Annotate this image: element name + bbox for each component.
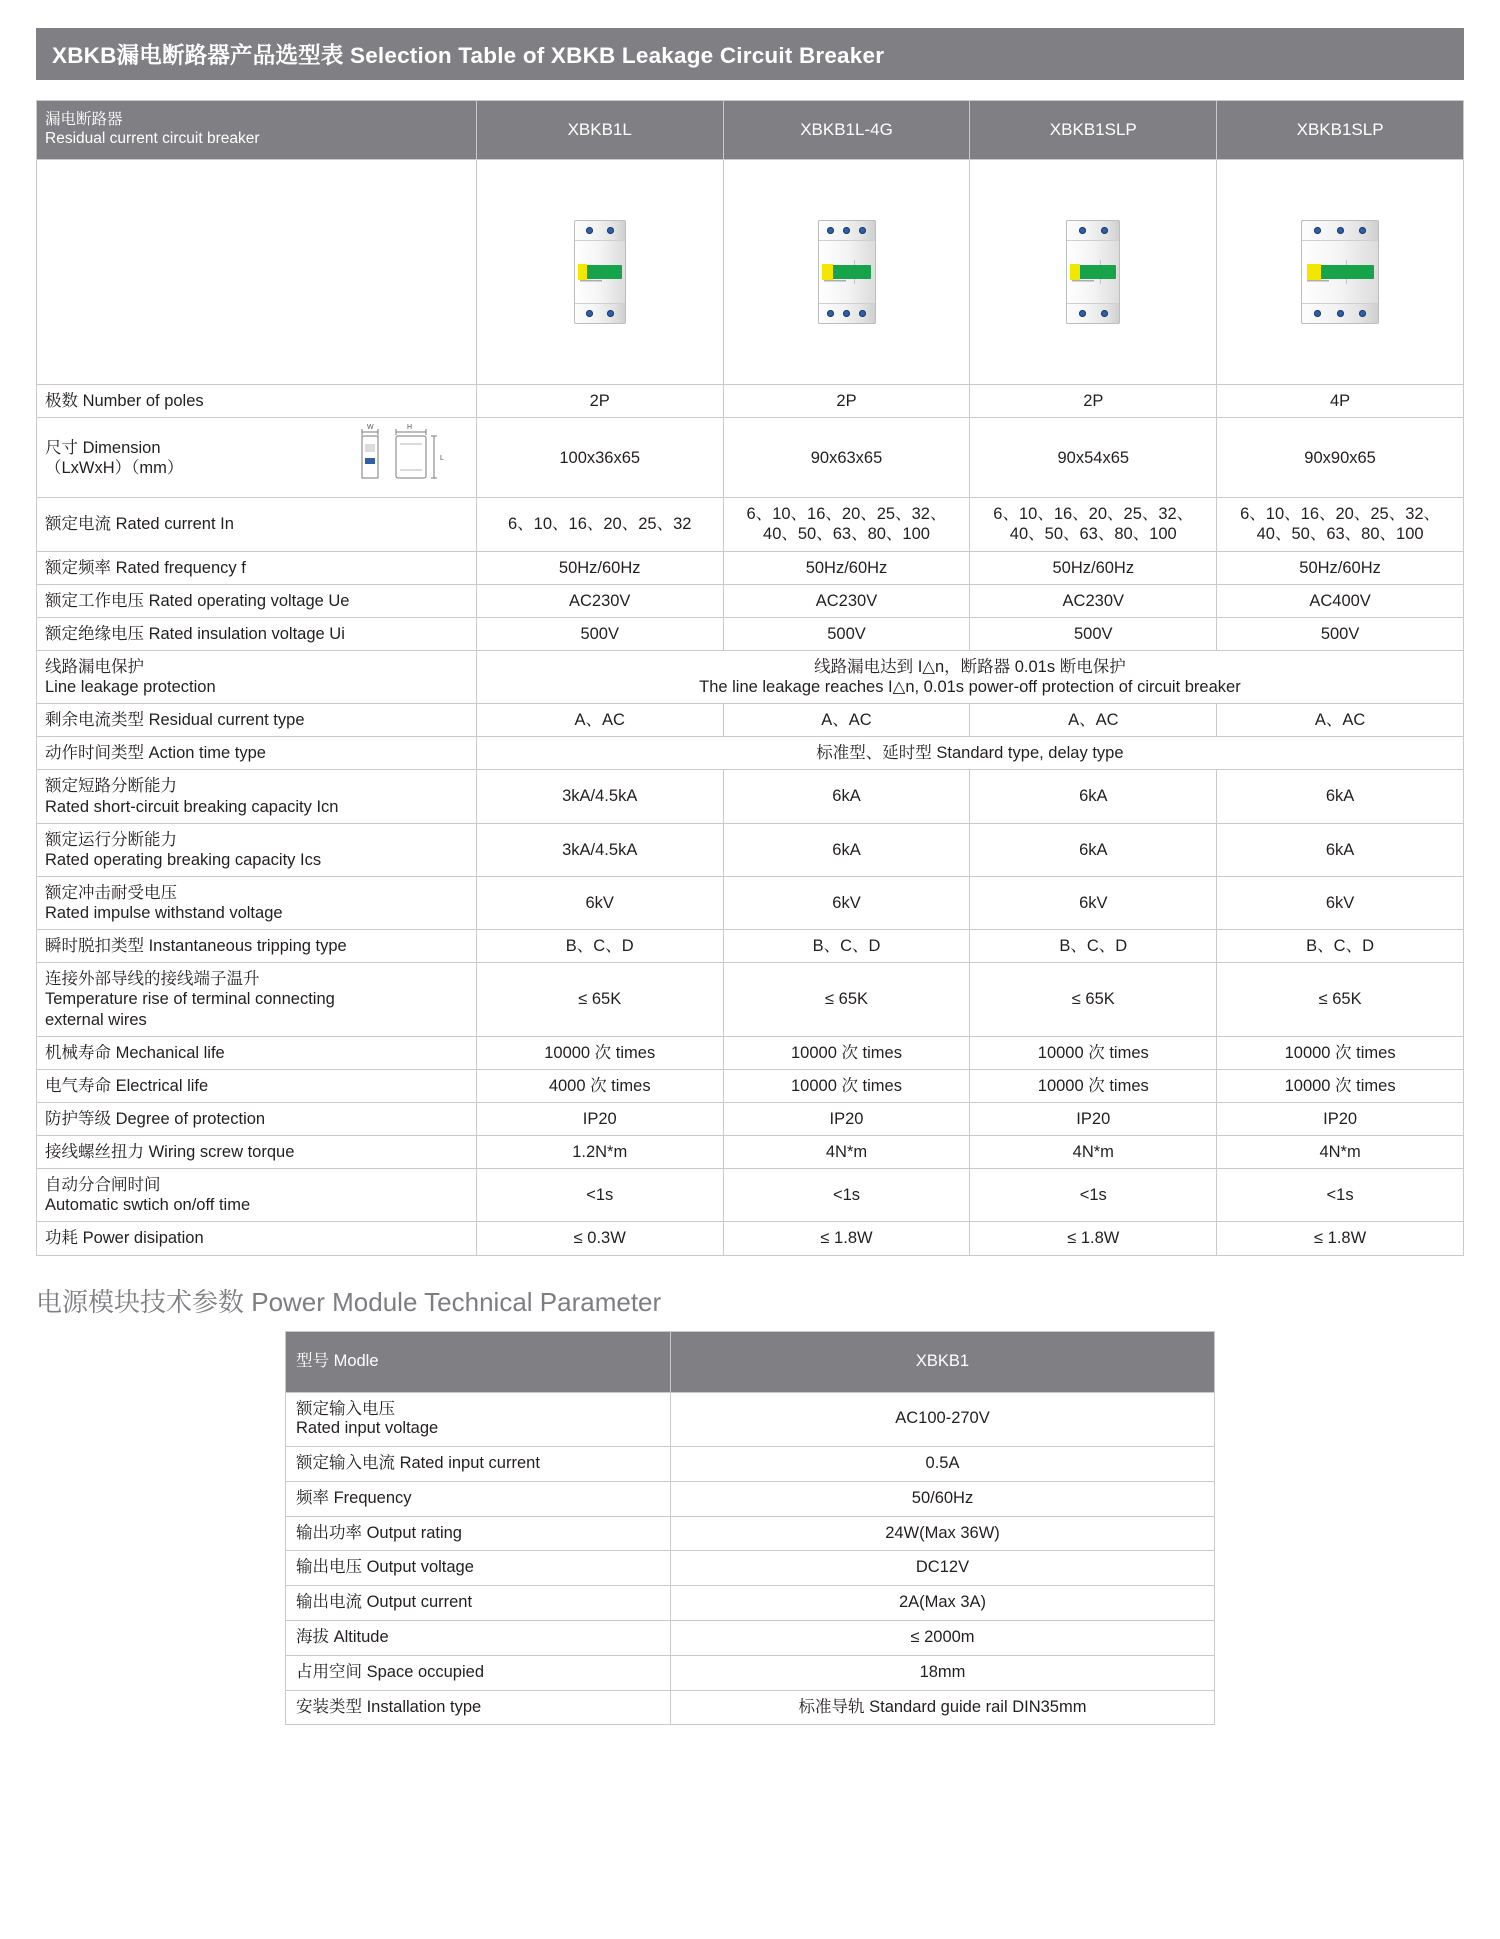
cell-operating-voltage-4: AC400V <box>1217 584 1464 617</box>
page-title: XBKB漏电断路器产品选型表 Selection Table of XBKB Leakage Circuit Breaker <box>36 28 1464 80</box>
cell-temperature-rise-3: ≤ 65K <box>970 963 1217 1036</box>
row-label-impulse-voltage <box>37 876 477 929</box>
row-label-line-leakage-en: Line leakage protection <box>45 678 216 696</box>
table-row <box>37 418 1464 498</box>
pm-key-altitude: 海拔 Altitude <box>286 1621 671 1656</box>
row-label-mechanical-life: 机械寿命 Mechanical life <box>37 1036 477 1069</box>
dimension-diagram-icon <box>356 424 468 491</box>
row-label-auto-switch-time-cn: 自动分合闸时间 <box>45 1176 161 1195</box>
row-label-protection-degree: 防护等级 Degree of protection <box>37 1102 477 1135</box>
cell-tripping-type-3: B、C、D <box>970 930 1217 963</box>
table-row <box>37 823 1464 876</box>
cell-dimension-4: 90x90x65 <box>1217 418 1464 498</box>
pm-value-input-current: 0.5A <box>671 1447 1215 1482</box>
cell-power-dissipation-1: ≤ 0.3W <box>476 1222 723 1255</box>
table-row <box>37 650 1464 703</box>
cell-line-leakage-cn: 线路漏电达到 I△n，断路器 0.01s 断电保护 <box>814 657 1126 676</box>
cell-temperature-rise-4: ≤ 65K <box>1217 963 1464 1036</box>
cell-action-time-type-span: 标准型、延时型 Standard type, delay type <box>476 737 1463 770</box>
cell-screw-torque-4: 4N*m <box>1217 1136 1464 1169</box>
cell-temperature-rise-2: ≤ 65K <box>723 963 970 1036</box>
pm-value-frequency: 50/60Hz <box>671 1481 1215 1516</box>
cell-mechanical-life-1: 10000 次 times <box>476 1036 723 1069</box>
pm-row <box>286 1481 1215 1516</box>
cell-protection-degree-1: IP20 <box>476 1102 723 1135</box>
cell-mechanical-life-4: 10000 次 times <box>1217 1036 1464 1069</box>
cell-rated-frequency-2: 50Hz/60Hz <box>723 551 970 584</box>
row-label-icn <box>37 770 477 823</box>
cell-residual-current-type-4: A、AC <box>1217 704 1464 737</box>
cell-poles-4: 4P <box>1217 385 1464 418</box>
cell-icn-4: 6kA <box>1217 770 1464 823</box>
row-label-temperature-rise-en: Temperature rise of terminal connecting <box>45 990 335 1009</box>
cell-poles-2: 2P <box>723 385 970 418</box>
pm-header-value: XBKB1 <box>671 1331 1215 1392</box>
table-row <box>37 930 1464 963</box>
cell-electrical-life-2: 10000 次 times <box>723 1069 970 1102</box>
cell-operating-voltage-1: AC230V <box>476 584 723 617</box>
row-label-dimension-cn: 尺寸 Dimension <box>45 438 161 457</box>
row-label-auto-switch-time-en: Automatic swtich on/off time <box>45 1196 251 1215</box>
table-row <box>37 770 1464 823</box>
cell-ics-2: 6kA <box>723 823 970 876</box>
cell-rated-current-4: 6、10、16、20、25、32、40、50、63、80、100 <box>1217 498 1464 551</box>
table-row <box>37 1036 1464 1069</box>
pm-row <box>286 1392 1215 1447</box>
pm-row <box>286 1516 1215 1551</box>
pm-row <box>286 1621 1215 1656</box>
svg-text:H: H <box>406 424 412 432</box>
breaker-image-xbkb1l-4g <box>818 220 876 324</box>
header-label-cn: 漏电断路器 <box>45 111 123 129</box>
pm-key-output-current: 输出电流 Output current <box>286 1586 671 1621</box>
pm-row <box>286 1551 1215 1586</box>
pm-key-installation-type: 安装类型 Installation type <box>286 1690 671 1725</box>
pm-row <box>286 1655 1215 1690</box>
cell-electrical-life-3: 10000 次 times <box>970 1069 1217 1102</box>
cell-screw-torque-1: 1.2N*m <box>476 1136 723 1169</box>
table-row <box>37 385 1464 418</box>
row-label-rated-current: 额定电流 Rated current In <box>37 498 477 551</box>
cell-insulation-voltage-2: 500V <box>723 617 970 650</box>
selection-table <box>36 100 1464 1256</box>
table-row <box>37 498 1464 551</box>
cell-rated-current-3: 6、10、16、20、25、32、40、50、63、80、100 <box>970 498 1217 551</box>
pm-key-space-occupied: 占用空间 Space occupied <box>286 1655 671 1690</box>
cell-line-leakage-span <box>476 650 1463 703</box>
pm-key-input-voltage <box>286 1392 671 1447</box>
row-label-ics <box>37 823 477 876</box>
breaker-image-xbkb1l <box>574 220 626 324</box>
row-label-impulse-voltage-en: Rated impulse withstand voltage <box>45 904 283 922</box>
cell-rated-frequency-4: 50Hz/60Hz <box>1217 551 1464 584</box>
cell-line-leakage-en: The line leakage reaches I△n, 0.01s power-off protection of circuit breaker <box>699 678 1241 696</box>
section-title-power-module: 电源模块技术参数 Power Module Technical Parameter <box>36 1286 662 1317</box>
power-module-table <box>285 1331 1215 1726</box>
cell-protection-degree-3: IP20 <box>970 1102 1217 1135</box>
cell-operating-voltage-3: AC230V <box>970 584 1217 617</box>
pm-value-output-current: 2A(Max 3A) <box>671 1586 1215 1621</box>
cell-insulation-voltage-4: 500V <box>1217 617 1464 650</box>
cell-auto-switch-time-3: <1s <box>970 1169 1217 1222</box>
product-image-cell-4 <box>1217 160 1464 385</box>
cell-dimension-2: 90x63x65 <box>723 418 970 498</box>
cell-impulse-voltage-1: 6kV <box>476 876 723 929</box>
pm-header-key: 型号 Modle <box>286 1331 671 1392</box>
table-row <box>37 1169 1464 1222</box>
row-label-temperature-rise <box>37 963 477 1036</box>
table-row <box>37 1222 1464 1255</box>
cell-icn-1: 3kA/4.5kA <box>476 770 723 823</box>
row-label-line-leakage <box>37 650 477 703</box>
cell-auto-switch-time-2: <1s <box>723 1169 970 1222</box>
pm-key-input-voltage-en: Rated input voltage <box>296 1419 439 1438</box>
product-image-cell-2 <box>723 160 970 385</box>
cell-impulse-voltage-3: 6kV <box>970 876 1217 929</box>
row-label-rated-frequency: 额定频率 Rated frequency f <box>37 551 477 584</box>
pm-value-space-occupied: 18mm <box>671 1655 1215 1690</box>
cell-insulation-voltage-3: 500V <box>970 617 1217 650</box>
breaker-image-xbkb1slp-2p <box>1066 220 1120 324</box>
pm-value-altitude: ≤ 2000m <box>671 1621 1215 1656</box>
cell-protection-degree-4: IP20 <box>1217 1102 1464 1135</box>
cell-ics-3: 6kA <box>970 823 1217 876</box>
cell-tripping-type-2: B、C、D <box>723 930 970 963</box>
row-label-insulation-voltage: 额定绝缘电压 Rated insulation voltage Ui <box>37 617 477 650</box>
table-row <box>37 963 1464 1036</box>
svg-text:W: W <box>366 424 374 432</box>
row-label-poles: 极数 Number of poles <box>37 385 477 418</box>
cell-dimension-3: 90x54x65 <box>970 418 1217 498</box>
product-image-empty-cell <box>37 160 477 385</box>
cell-residual-current-type-2: A、AC <box>723 704 970 737</box>
cell-temperature-rise-1: ≤ 65K <box>476 963 723 1036</box>
cell-mechanical-life-3: 10000 次 times <box>970 1036 1217 1069</box>
product-image-cell-3 <box>970 160 1217 385</box>
pm-key-input-current: 额定输入电流 Rated input current <box>286 1447 671 1482</box>
cell-power-dissipation-3: ≤ 1.8W <box>970 1222 1217 1255</box>
cell-tripping-type-4: B、C、D <box>1217 930 1464 963</box>
table-row <box>37 1069 1464 1102</box>
row-label-electrical-life: 电气寿命 Electrical life <box>37 1069 477 1102</box>
cell-insulation-voltage-1: 500V <box>476 617 723 650</box>
pm-value-output-rating: 24W(Max 36W) <box>671 1516 1215 1551</box>
cell-screw-torque-2: 4N*m <box>723 1136 970 1169</box>
table-row <box>37 1102 1464 1135</box>
pm-value-installation-type: 标准导轨 Standard guide rail DIN35mm <box>671 1690 1215 1725</box>
cell-ics-1: 3kA/4.5kA <box>476 823 723 876</box>
cell-dimension-1: 100x36x65 <box>476 418 723 498</box>
cell-rated-current-1: 6、10、16、20、25、32 <box>476 498 723 551</box>
row-label-screw-torque: 接线螺丝扭力 Wiring screw torque <box>37 1136 477 1169</box>
cell-power-dissipation-2: ≤ 1.8W <box>723 1222 970 1255</box>
cell-auto-switch-time-4: <1s <box>1217 1169 1464 1222</box>
pm-value-output-voltage: DC12V <box>671 1551 1215 1586</box>
cell-screw-torque-3: 4N*m <box>970 1136 1217 1169</box>
product-image-row <box>37 160 1464 385</box>
row-label-power-dissipation: 功耗 Power disipation <box>37 1222 477 1255</box>
cell-icn-3: 6kA <box>970 770 1217 823</box>
cell-poles-1: 2P <box>476 385 723 418</box>
model-header-1: XBKB1L <box>476 101 723 160</box>
pm-key-output-rating: 输出功率 Output rating <box>286 1516 671 1551</box>
pm-row <box>286 1586 1215 1621</box>
table-row <box>37 704 1464 737</box>
row-label-temperature-rise-cn: 连接外部导线的接线端子温升 <box>45 970 260 989</box>
cell-residual-current-type-3: A、AC <box>970 704 1217 737</box>
cell-electrical-life-1: 4000 次 times <box>476 1069 723 1102</box>
cell-residual-current-type-1: A、AC <box>476 704 723 737</box>
cell-icn-2: 6kA <box>723 770 970 823</box>
pm-key-frequency: 频率 Frequency <box>286 1481 671 1516</box>
cell-rated-frequency-3: 50Hz/60Hz <box>970 551 1217 584</box>
breaker-image-xbkb1slp-4p <box>1301 220 1379 324</box>
cell-rated-frequency-1: 50Hz/60Hz <box>476 551 723 584</box>
row-label-temperature-rise-en2: external wires <box>45 1010 147 1029</box>
product-image-cell-1 <box>476 160 723 385</box>
pm-header-row <box>286 1331 1215 1392</box>
cell-impulse-voltage-2: 6kV <box>723 876 970 929</box>
svg-text:L: L <box>439 455 444 463</box>
row-label-tripping-type: 瞬时脱扣类型 Instantaneous tripping type <box>37 930 477 963</box>
pm-value-input-voltage: AC100-270V <box>671 1392 1215 1447</box>
row-label-ics-cn: 额定运行分断能力 <box>45 830 177 849</box>
cell-rated-current-2: 6、10、16、20、25、32、40、50、63、80、100 <box>723 498 970 551</box>
model-header-4: XBKB1SLP <box>1217 101 1464 160</box>
table-header-row <box>37 101 1464 160</box>
cell-auto-switch-time-1: <1s <box>476 1169 723 1222</box>
row-label-auto-switch-time <box>37 1169 477 1222</box>
row-label-line-leakage-cn: 线路漏电保护 <box>45 657 144 676</box>
pm-key-input-voltage-cn: 额定输入电压 <box>296 1399 395 1418</box>
cell-impulse-voltage-4: 6kV <box>1217 876 1464 929</box>
pm-key-output-voltage: 输出电压 Output voltage <box>286 1551 671 1586</box>
cell-tripping-type-1: B、C、D <box>476 930 723 963</box>
table-row <box>37 617 1464 650</box>
row-label-action-time-type: 动作时间类型 Action time type <box>37 737 477 770</box>
pm-row <box>286 1690 1215 1725</box>
row-label-icn-cn: 额定短路分断能力 <box>45 777 177 796</box>
header-label-en: Residual current circuit breaker <box>45 130 260 147</box>
model-header-3: XBKB1SLP <box>970 101 1217 160</box>
header-label-cell <box>37 101 477 160</box>
table-row <box>37 584 1464 617</box>
cell-protection-degree-2: IP20 <box>723 1102 970 1135</box>
cell-mechanical-life-2: 10000 次 times <box>723 1036 970 1069</box>
cell-ics-4: 6kA <box>1217 823 1464 876</box>
table-row <box>37 551 1464 584</box>
row-label-icn-en: Rated short-circuit breaking capacity Icn <box>45 797 339 816</box>
row-label-ics-en: Rated operating breaking capacity Ics <box>45 850 322 869</box>
row-label-operating-voltage: 额定工作电压 Rated operating voltage Ue <box>37 584 477 617</box>
row-label-dimension-units: （LxWxH）（mm） <box>45 458 184 477</box>
row-label-residual-current-type: 剩余电流类型 Residual current type <box>37 704 477 737</box>
row-label-dimension <box>37 418 477 498</box>
row-label-impulse-voltage-cn: 额定冲击耐受电压 <box>45 883 177 902</box>
cell-power-dissipation-4: ≤ 1.8W <box>1217 1222 1464 1255</box>
table-row <box>37 1136 1464 1169</box>
pm-row <box>286 1447 1215 1482</box>
table-row <box>37 876 1464 929</box>
cell-electrical-life-4: 10000 次 times <box>1217 1069 1464 1102</box>
table-row <box>37 737 1464 770</box>
cell-poles-3: 2P <box>970 385 1217 418</box>
cell-operating-voltage-2: AC230V <box>723 584 970 617</box>
model-header-2: XBKB1L-4G <box>723 101 970 160</box>
